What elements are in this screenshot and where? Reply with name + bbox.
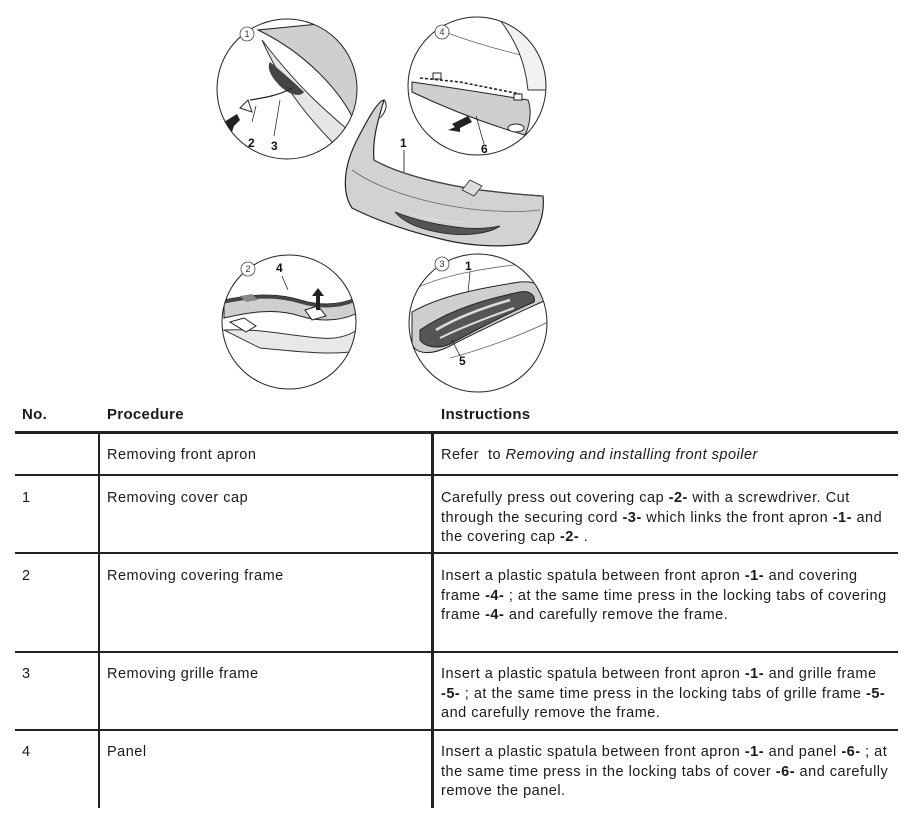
callout-6: 6 bbox=[481, 142, 488, 156]
header-instructions: Instructions bbox=[441, 406, 531, 423]
detail-view-3 bbox=[409, 254, 548, 392]
part-ref: -2- bbox=[668, 490, 688, 506]
instruction-text: and carefully remove the panel. bbox=[441, 763, 889, 799]
header-divider bbox=[15, 431, 898, 434]
detail-number-1: 1 bbox=[244, 29, 250, 39]
cross-reference-link[interactable]: Removing and installing front spoiler bbox=[505, 447, 758, 463]
row-number: 4 bbox=[22, 744, 31, 760]
part-ref: -2- bbox=[559, 529, 580, 545]
procedure-cell: Removing grille frame bbox=[107, 666, 259, 682]
instruction-text: Insert a plastic spatula between front apron bbox=[441, 666, 745, 682]
callout-5: 5 bbox=[459, 354, 466, 368]
detail-view-1 bbox=[217, 19, 360, 160]
instruction-text: and covering frame bbox=[441, 568, 858, 604]
instruction-text: and grille frame bbox=[764, 666, 877, 682]
row-divider bbox=[15, 552, 898, 554]
instructions-cell bbox=[441, 446, 893, 466]
instruction-text: which links the front apron bbox=[641, 509, 833, 526]
part-ref: -5- bbox=[441, 685, 461, 702]
detail-view-2 bbox=[222, 255, 360, 389]
part-ref: -6- bbox=[775, 763, 796, 780]
refer-text: Refer to bbox=[441, 447, 506, 463]
instruction-text: Insert a plastic spatula between front apron bbox=[441, 568, 745, 584]
detail-number-4: 4 bbox=[439, 27, 445, 37]
part-ref: -1- bbox=[832, 509, 852, 526]
part-ref: -5- bbox=[865, 685, 886, 702]
part-ref: -6- bbox=[841, 744, 861, 760]
instruction-text: ; at the same time press in the locking tabs of covering frame bbox=[441, 587, 887, 623]
part-ref: -4- bbox=[485, 587, 505, 604]
procedure-cell: Panel bbox=[107, 744, 147, 760]
instruction-text: and panel bbox=[764, 744, 842, 760]
instruction-text: and the covering cap bbox=[441, 509, 883, 545]
row-divider bbox=[15, 651, 898, 653]
row-number: 3 bbox=[22, 666, 31, 682]
instruction-text: with a screwdriver. Cut through the securing cord bbox=[441, 490, 850, 526]
instructions-cell bbox=[441, 567, 893, 626]
callout-1-grille: 1 bbox=[465, 259, 472, 273]
instructions-cell bbox=[441, 489, 893, 548]
instruction-text: and carefully remove the frame. bbox=[441, 705, 661, 721]
instruction-text: . bbox=[579, 529, 589, 545]
part-ref: -1- bbox=[744, 744, 765, 760]
instruction-text: and carefully remove the frame. bbox=[504, 607, 729, 623]
instructions-cell bbox=[441, 743, 893, 802]
detail-view-4 bbox=[408, 17, 550, 157]
callout-1-main: 1 bbox=[400, 136, 407, 150]
part-ref: -4- bbox=[485, 607, 505, 623]
detail-number-2: 2 bbox=[245, 264, 251, 274]
row-divider bbox=[15, 474, 898, 476]
header-no: No. bbox=[22, 406, 48, 423]
part-ref: -3- bbox=[622, 509, 642, 526]
part-ref: -1- bbox=[744, 568, 765, 584]
row-divider bbox=[15, 729, 898, 731]
column-divider bbox=[431, 431, 434, 808]
header-procedure: Procedure bbox=[107, 406, 184, 423]
row-number: 2 bbox=[22, 568, 31, 584]
instructions-cell bbox=[441, 665, 893, 724]
instruction-text: Insert a plastic spatula between front apron bbox=[441, 744, 745, 760]
instruction-text: Carefully press out covering cap bbox=[441, 490, 669, 506]
detail-number-3: 3 bbox=[439, 259, 445, 269]
row-number: 1 bbox=[22, 490, 31, 506]
part-ref: -1- bbox=[744, 666, 765, 682]
exploded-illustration bbox=[0, 0, 912, 395]
callout-3: 3 bbox=[271, 139, 278, 153]
callout-2: 2 bbox=[248, 136, 255, 150]
procedure-cell: Removing front apron bbox=[107, 447, 257, 463]
procedure-cell: Removing cover cap bbox=[107, 490, 249, 506]
procedure-cell: Removing covering frame bbox=[107, 568, 284, 584]
callout-4: 4 bbox=[276, 261, 283, 275]
instruction-text: ; at the same time press in the locking tabs of grille frame bbox=[460, 685, 866, 702]
column-divider bbox=[98, 431, 100, 808]
instruction-text: ; at the same time press in the locking tabs of cover bbox=[441, 744, 888, 780]
